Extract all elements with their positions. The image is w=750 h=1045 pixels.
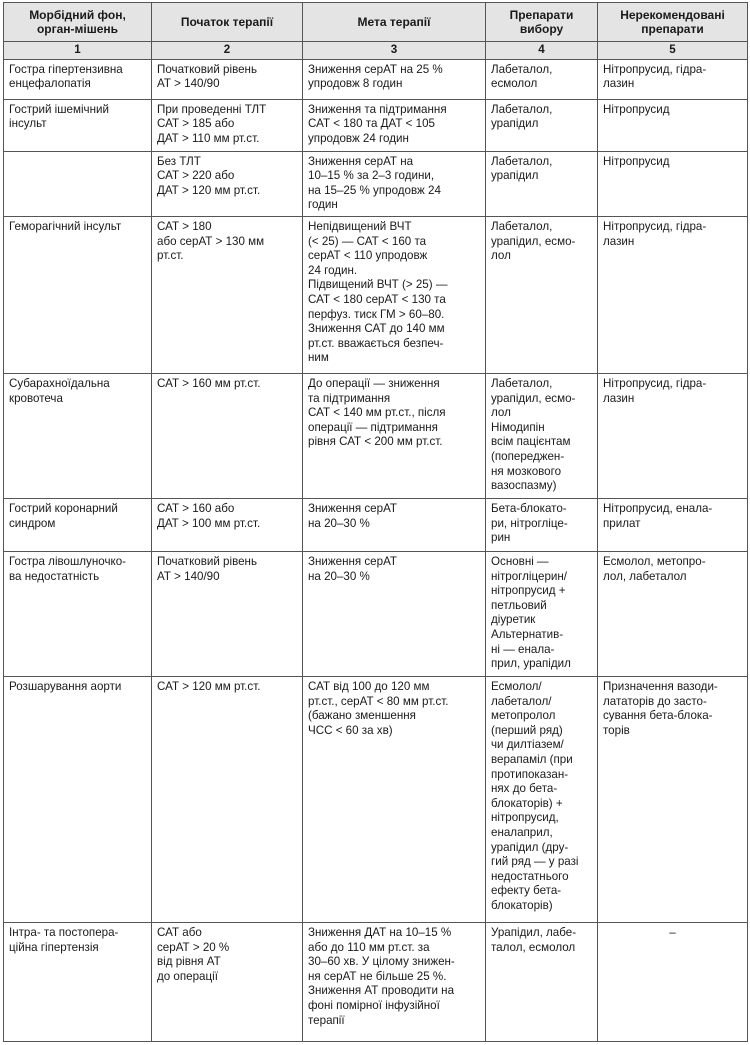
- cell-line: лол, лабеталол: [603, 569, 687, 583]
- cell-line: Без ТЛТ: [157, 154, 201, 168]
- cell-line: Непідвищений ВЧТ: [308, 219, 412, 233]
- cell-line: лататорів до засто-: [603, 694, 707, 708]
- cell-therapy-start: [152, 373, 303, 498]
- cell-line: Нітропрусид, енала-: [603, 501, 713, 515]
- cell-line: Нітропрусид, гідра-: [603, 376, 707, 390]
- cell-line: петльовий: [491, 598, 547, 612]
- cell-line: (бажано зменшення: [308, 709, 416, 723]
- column-number: 5: [598, 42, 748, 60]
- header-line: Початок терапії: [180, 15, 274, 29]
- cell-line: еналаприл,: [491, 825, 553, 839]
- cell-line: ДАТ > 110 мм рт.ст.: [157, 131, 260, 145]
- table-body: [4, 59, 748, 1041]
- cell-line: САТ < 180 та ДАТ < 105: [308, 117, 435, 131]
- cell-line: прил, урапідил: [491, 657, 571, 671]
- cell-line: Лабеталол,: [491, 376, 553, 390]
- cell-line: АТ > 140/90: [157, 569, 220, 583]
- cell-line: рт.ст., серАТ < 80 мм рт.ст.: [308, 694, 449, 708]
- cell-preferred-drugs: [486, 551, 598, 676]
- cell-line: Лабеталол,: [491, 219, 553, 233]
- cell-line: Зниження ДАТ на 10–15 %: [308, 925, 452, 939]
- cell-preferred-drugs: [486, 373, 598, 498]
- cell-line: енцефалопатія: [9, 77, 91, 91]
- table-row: [4, 498, 748, 551]
- header-line: орган-мішень: [36, 22, 119, 36]
- hypertensive-crisis-therapy-table: [3, 2, 748, 1042]
- cell-line: САТ < 140 мм рт.ст., після: [308, 406, 446, 420]
- cell-line: нітропрусид +: [491, 584, 566, 598]
- cell-line: Гостра гіпертензивна: [9, 62, 123, 76]
- header-line: Морбідний фон,: [29, 8, 126, 22]
- cell-line: Зниження серАТ на 25 %: [308, 62, 443, 76]
- cell-not-recommended-drugs: [598, 498, 748, 551]
- cell-not-recommended-drugs: [598, 216, 748, 373]
- cell-preferred-drugs: [486, 99, 598, 151]
- cell-line: (попереджен-: [491, 449, 565, 463]
- cell-line: урапідил, есмо-: [491, 391, 576, 405]
- table-row: [4, 59, 748, 99]
- cell-line: серАТ > 20 %: [157, 940, 230, 954]
- cell-line: Зниження АТ проводити на: [308, 984, 455, 998]
- cell-preferred-drugs: [486, 59, 598, 99]
- cell-line: нітропрусид,: [491, 811, 559, 825]
- cell-line: на 15–25 % упродовж 24: [308, 183, 441, 197]
- cell-line: нях до бета-: [491, 782, 558, 796]
- cell-therapy-goal: [303, 151, 486, 216]
- cell-line: Нітропрусид: [603, 102, 670, 116]
- cell-line: 30–60 хв. У цілому знижен-: [308, 955, 455, 969]
- header-therapy-start: [152, 3, 303, 42]
- cell-line: урапідил: [491, 169, 539, 183]
- cell-not-recommended-drugs: [598, 99, 748, 151]
- cell-line: САТ < 180 серАТ < 130 та: [308, 292, 446, 306]
- cell-line: урапідил: [491, 117, 539, 131]
- cell-line: Урапідил, лабе-: [491, 925, 577, 939]
- cell-line: блокаторів): [491, 898, 553, 912]
- cell-therapy-goal: [303, 551, 486, 676]
- table-row: [4, 373, 748, 498]
- column-number: 3: [303, 42, 486, 60]
- cell-line: чи дилтіазем/: [491, 738, 564, 752]
- cell-morbid-background: [4, 551, 152, 676]
- cell-line: До операції — зниження: [308, 376, 440, 390]
- cell-line: есмолол: [491, 77, 538, 91]
- cell-line: лазин: [603, 234, 635, 248]
- cell-line: Лабеталол,: [491, 154, 553, 168]
- cell-line: Зниження серАТ: [308, 554, 397, 568]
- cell-not-recommended-drugs: [598, 922, 748, 1041]
- cell-line: урапідил (дру-: [491, 840, 569, 854]
- cell-line: Лабеталол,: [491, 102, 553, 116]
- cell-line: недостатнього: [491, 869, 569, 883]
- header-line: Препарати: [509, 8, 574, 22]
- cell-line: Геморагічний інсульт: [9, 219, 122, 233]
- cell-line: операції — підтримання: [308, 420, 438, 434]
- cell-line: Зниження та підтримання: [308, 102, 447, 116]
- cell-line: –: [669, 925, 676, 939]
- cell-line: 24 годин.: [308, 263, 358, 277]
- cell-line: Гостра лівошлуночко-: [9, 554, 127, 568]
- cell-line: ефекту бета-: [491, 884, 562, 898]
- cell-line: упродовж 24 годин: [308, 131, 409, 145]
- column-number: 4: [486, 42, 598, 60]
- header-therapy-goal: [303, 3, 486, 42]
- cell-preferred-drugs: [486, 216, 598, 373]
- cell-preferred-drugs: [486, 922, 598, 1041]
- cell-line: ва недостатність: [9, 569, 100, 583]
- cell-line: серАТ < 110 упродовж: [308, 249, 428, 263]
- cell-line: всім пацієнтам: [491, 435, 571, 449]
- cell-line: Зниження серАТ на: [308, 154, 414, 168]
- cell-line: Призначення вазоди-: [603, 679, 718, 693]
- table-row: [4, 99, 748, 151]
- cell-morbid-background: [4, 59, 152, 99]
- cell-line: рин: [491, 531, 511, 545]
- cell-line: лол: [491, 249, 511, 263]
- cell-therapy-goal: [303, 498, 486, 551]
- cell-line: Основні —: [491, 554, 549, 568]
- cell-line: ЧСС < 60 за хв): [308, 723, 393, 737]
- cell-line: Початковий рівень: [157, 554, 257, 568]
- cell-line: ня мозкового: [491, 464, 562, 478]
- cell-line: рт.ст.: [157, 249, 184, 263]
- cell-line: САТ > 185 або: [157, 117, 235, 131]
- cell-not-recommended-drugs: [598, 59, 748, 99]
- cell-preferred-drugs: [486, 151, 598, 216]
- cell-line: Альтернатив-: [491, 627, 564, 641]
- cell-therapy-start: [152, 59, 303, 99]
- cell-therapy-goal: [303, 216, 486, 373]
- cell-line: верапаміл (при: [491, 752, 573, 766]
- cell-line: САТ > 120 мм рт.ст.: [157, 679, 261, 693]
- table-row: [4, 551, 748, 676]
- cell-therapy-start: [152, 922, 303, 1041]
- cell-morbid-background: [4, 373, 152, 498]
- cell-therapy-start: [152, 551, 303, 676]
- cell-line: торів: [603, 723, 630, 737]
- cell-line: від рівня АТ: [157, 955, 221, 969]
- cell-line: діуретик: [491, 613, 536, 627]
- header-morbid-background: [4, 3, 152, 42]
- cell-line: Зниження серАТ: [308, 501, 397, 515]
- header-line: Нерекомендовані: [620, 8, 725, 22]
- cell-line: САТ > 160 або: [157, 501, 235, 515]
- cell-line: ДАТ > 100 мм рт.ст.: [157, 516, 261, 530]
- cell-line: Гострий ішемічний: [9, 102, 109, 116]
- cell-line: ним: [308, 351, 329, 365]
- cell-line: АТ > 140/90: [157, 77, 220, 91]
- column-number: 1: [4, 42, 152, 60]
- cell-morbid-background: [4, 151, 152, 216]
- cell-line: перфуз. тиск ГМ > 60–80.: [308, 307, 445, 321]
- cell-line: фоні помірної інфузійної: [308, 998, 440, 1012]
- cell-line: або до 110 мм рт.ст. за: [308, 940, 430, 954]
- cell-line: Інтра- та постопера-: [9, 925, 119, 939]
- cell-line: ня серАТ не більше 25 %.: [308, 969, 447, 983]
- cell-line: талол, есмолол: [491, 940, 576, 954]
- cell-therapy-goal: [303, 373, 486, 498]
- cell-line: САТ > 180: [157, 219, 212, 233]
- cell-therapy-start: [152, 216, 303, 373]
- cell-line: та підтримання: [308, 391, 391, 405]
- cell-line: на 20–30 %: [308, 516, 370, 530]
- cell-not-recommended-drugs: [598, 151, 748, 216]
- cell-line: інсульт: [9, 117, 47, 131]
- cell-line: блокаторів) +: [491, 796, 563, 810]
- cell-line: Початковий рівень: [157, 62, 257, 76]
- cell-preferred-drugs: [486, 498, 598, 551]
- cell-line: Есмолол, метопро-: [603, 554, 706, 568]
- cell-line: САТ від 100 до 120 мм: [308, 679, 430, 693]
- cell-morbid-background: [4, 216, 152, 373]
- cell-line: прилат: [603, 516, 641, 530]
- cell-line: ри, нітрогліце-: [491, 516, 568, 530]
- cell-line: або серАТ > 130 мм: [157, 234, 265, 248]
- cell-therapy-goal: [303, 676, 486, 922]
- cell-line: сування бета-блока-: [603, 709, 713, 723]
- cell-line: Субарахноїдальна: [9, 376, 110, 390]
- cell-line: лабеталол/: [491, 694, 552, 708]
- cell-not-recommended-drugs: [598, 373, 748, 498]
- header-line: вибору: [519, 22, 564, 36]
- header-row: [4, 3, 748, 42]
- cell-therapy-start: [152, 498, 303, 551]
- cell-line: синдром: [9, 516, 56, 530]
- cell-therapy-start: [152, 151, 303, 216]
- cell-line: Лабеталол,: [491, 62, 553, 76]
- cell-morbid-background: [4, 676, 152, 922]
- cell-line: протипоказан-: [491, 767, 569, 781]
- cell-line: Німодипін: [491, 420, 545, 434]
- cell-morbid-background: [4, 99, 152, 151]
- cell-line: Нітропрусид, гідра-: [603, 219, 707, 233]
- header-line: Мета терапії: [357, 15, 431, 29]
- cell-therapy-start: [152, 99, 303, 151]
- cell-not-recommended-drugs: [598, 676, 748, 922]
- cell-line: ційна гіпертензія: [9, 940, 99, 954]
- cell-morbid-background: [4, 922, 152, 1041]
- cell-line: терапії: [308, 1013, 345, 1027]
- column-number-row: [4, 42, 748, 60]
- cell-line: САТ або: [157, 925, 202, 939]
- cell-line: до операції: [157, 969, 218, 983]
- cell-line: Гострий коронарний: [9, 501, 118, 515]
- cell-line: лол: [491, 406, 511, 420]
- header-preferred-drugs: [486, 3, 598, 42]
- cell-therapy-start: [152, 676, 303, 922]
- cell-line: Підвищений ВЧТ (> 25) —: [308, 278, 448, 292]
- cell-line: ні — енала-: [491, 642, 555, 656]
- cell-line: лазин: [603, 77, 635, 91]
- cell-therapy-goal: [303, 59, 486, 99]
- cell-line: 10–15 % за 2–3 години,: [308, 169, 435, 183]
- cell-morbid-background: [4, 498, 152, 551]
- cell-line: Бета-блокато-: [491, 501, 567, 515]
- header-not-recommended-drugs: [598, 3, 748, 42]
- cell-preferred-drugs: [486, 676, 598, 922]
- cell-line: упродовж 8 годин: [308, 77, 403, 91]
- table-row: [4, 922, 748, 1041]
- cell-line: вазоспазму): [491, 479, 557, 493]
- cell-not-recommended-drugs: [598, 551, 748, 676]
- cell-line: (< 25) — САТ < 160 та: [308, 234, 427, 248]
- cell-line: При проведенні ТЛТ: [157, 102, 267, 116]
- cell-line: урапідил, есмо-: [491, 234, 576, 248]
- cell-line: Нітропрусид: [603, 154, 670, 168]
- cell-line: метопролол: [491, 709, 556, 723]
- cell-line: САТ > 220 або: [157, 169, 235, 183]
- cell-line: на 20–30 %: [308, 569, 370, 583]
- cell-line: лазин: [603, 391, 635, 405]
- therapy-table-page: [3, 2, 747, 1042]
- cell-line: ДАТ > 120 мм рт.ст.: [157, 183, 261, 197]
- cell-line: Нітропрусид, гідра-: [603, 62, 707, 76]
- cell-line: САТ > 160 мм рт.ст.: [157, 376, 261, 390]
- cell-therapy-goal: [303, 922, 486, 1041]
- cell-line: Зниження САТ до 140 мм: [308, 322, 445, 336]
- table-row: [4, 216, 748, 373]
- header-line: препарати: [641, 22, 704, 36]
- table-row: [4, 676, 748, 922]
- cell-line: нітрогліцерин/: [491, 569, 568, 583]
- cell-line: кровотеча: [9, 391, 63, 405]
- cell-line: Розшарування аорти: [9, 679, 122, 693]
- cell-line: рт.ст. вважається безпеч-: [308, 336, 444, 350]
- cell-line: Есмолол/: [491, 679, 542, 693]
- cell-line: гий ряд — у разі: [491, 855, 579, 869]
- column-number: 2: [152, 42, 303, 60]
- cell-line: (перший ряд): [491, 723, 563, 737]
- cell-line: годин: [308, 198, 338, 212]
- cell-therapy-goal: [303, 99, 486, 151]
- table-row: [4, 151, 748, 216]
- cell-line: рівня САТ < 200 мм рт.ст.: [308, 435, 443, 449]
